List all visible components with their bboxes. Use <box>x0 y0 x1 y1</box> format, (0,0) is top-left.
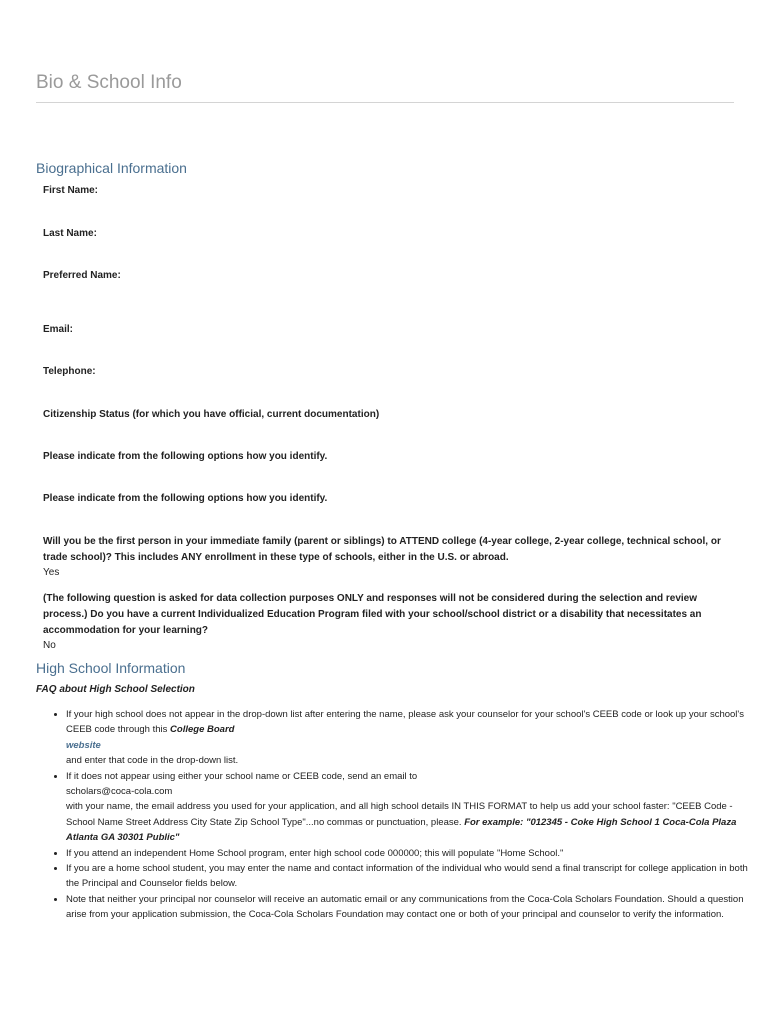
faq-item-1-tail: and enter that code in the drop-down list. <box>66 755 239 767</box>
faq-list <box>48 707 756 923</box>
first-gen-answer: Yes <box>43 567 60 578</box>
first-name-label: First Name: <box>43 185 99 196</box>
last-name-label: Last Name: <box>43 228 97 239</box>
faq-item: • If you are a home school student, you may enter the name and contact information of the individual who would send a final transcript for college application in both the Principal and Counselor fields below. <box>66 861 756 892</box>
identify-label-2: Please indicate from the following options how you identify. <box>43 493 328 504</box>
high-school-heading: High School Information <box>36 660 186 676</box>
citizenship-label: Citizenship Status (for which you have official, current documentation) <box>43 409 380 420</box>
biographical-heading: Biographical Information <box>36 160 187 176</box>
college-board-text: College Board <box>170 724 235 736</box>
page-title: Bio & School Info <box>36 72 182 93</box>
support-email: scholars@coca-cola.com <box>66 786 173 798</box>
identify-label-1: Please indicate from the following options how you identify. <box>43 451 328 462</box>
faq-item <box>66 707 756 769</box>
first-gen-question: Will you be the first person in your immediate family (parent or siblings) to ATTEND college (4-year college, 2-year college, technical school, or trade school)? This includes ANY enrollment in these type of schools, either in the U.S. or abroad. <box>43 536 721 563</box>
title-divider <box>36 102 734 103</box>
faq-item-2-text: • If it does not appear using either your school name or CEEB code, send an email to <box>66 770 418 782</box>
preferred-name-label: Preferred Name: <box>43 270 121 281</box>
iep-question: (The following question is asked for data collection purposes ONLY and responses will not be considered during the selection and review process.) Do you have a current Individualized Education Program filed with your school/school district or a disability that necessitates an accommodation for your learning? <box>43 593 702 636</box>
email-label: Email: <box>43 324 74 335</box>
telephone-label: Telephone: <box>43 366 96 377</box>
faq-item: • Note that neither your principal nor counselor will receive an automatic email or any communications from the Coca-Cola Scholars Foundation. Should a question arise from your application submission, the Coca-Cola Scholars Foundation may contact one or both of your principal and counselor to verify the information. <box>66 892 756 923</box>
iep-answer: No <box>43 640 56 651</box>
faq-title: FAQ about High School Selection <box>36 684 195 695</box>
faq-item <box>66 769 756 846</box>
faq-item-1-text: If your high school does not appear in the drop-down list after entering the name, please ask your counselor for your school's CEEB code or look up your school's CEEB code through this <box>66 709 744 736</box>
faq-item: • If you attend an independent Home School program, enter high school code 000000; this will populate "Home School." <box>66 846 756 861</box>
website-link[interactable]: website <box>66 739 101 751</box>
format-example: For example: "012345 - Coke High School 1 Coca-Cola Plaza Atlanta GA 30301 Public" <box>66 816 737 844</box>
faq-item-2-rest: with your name, the email address you used for your application, and all high school details IN THIS FORMAT to help us add your school faster: "CEEB Code - School Name Street Address City State Zip School Type"...no commas or punctuation, please. <box>66 801 733 828</box>
